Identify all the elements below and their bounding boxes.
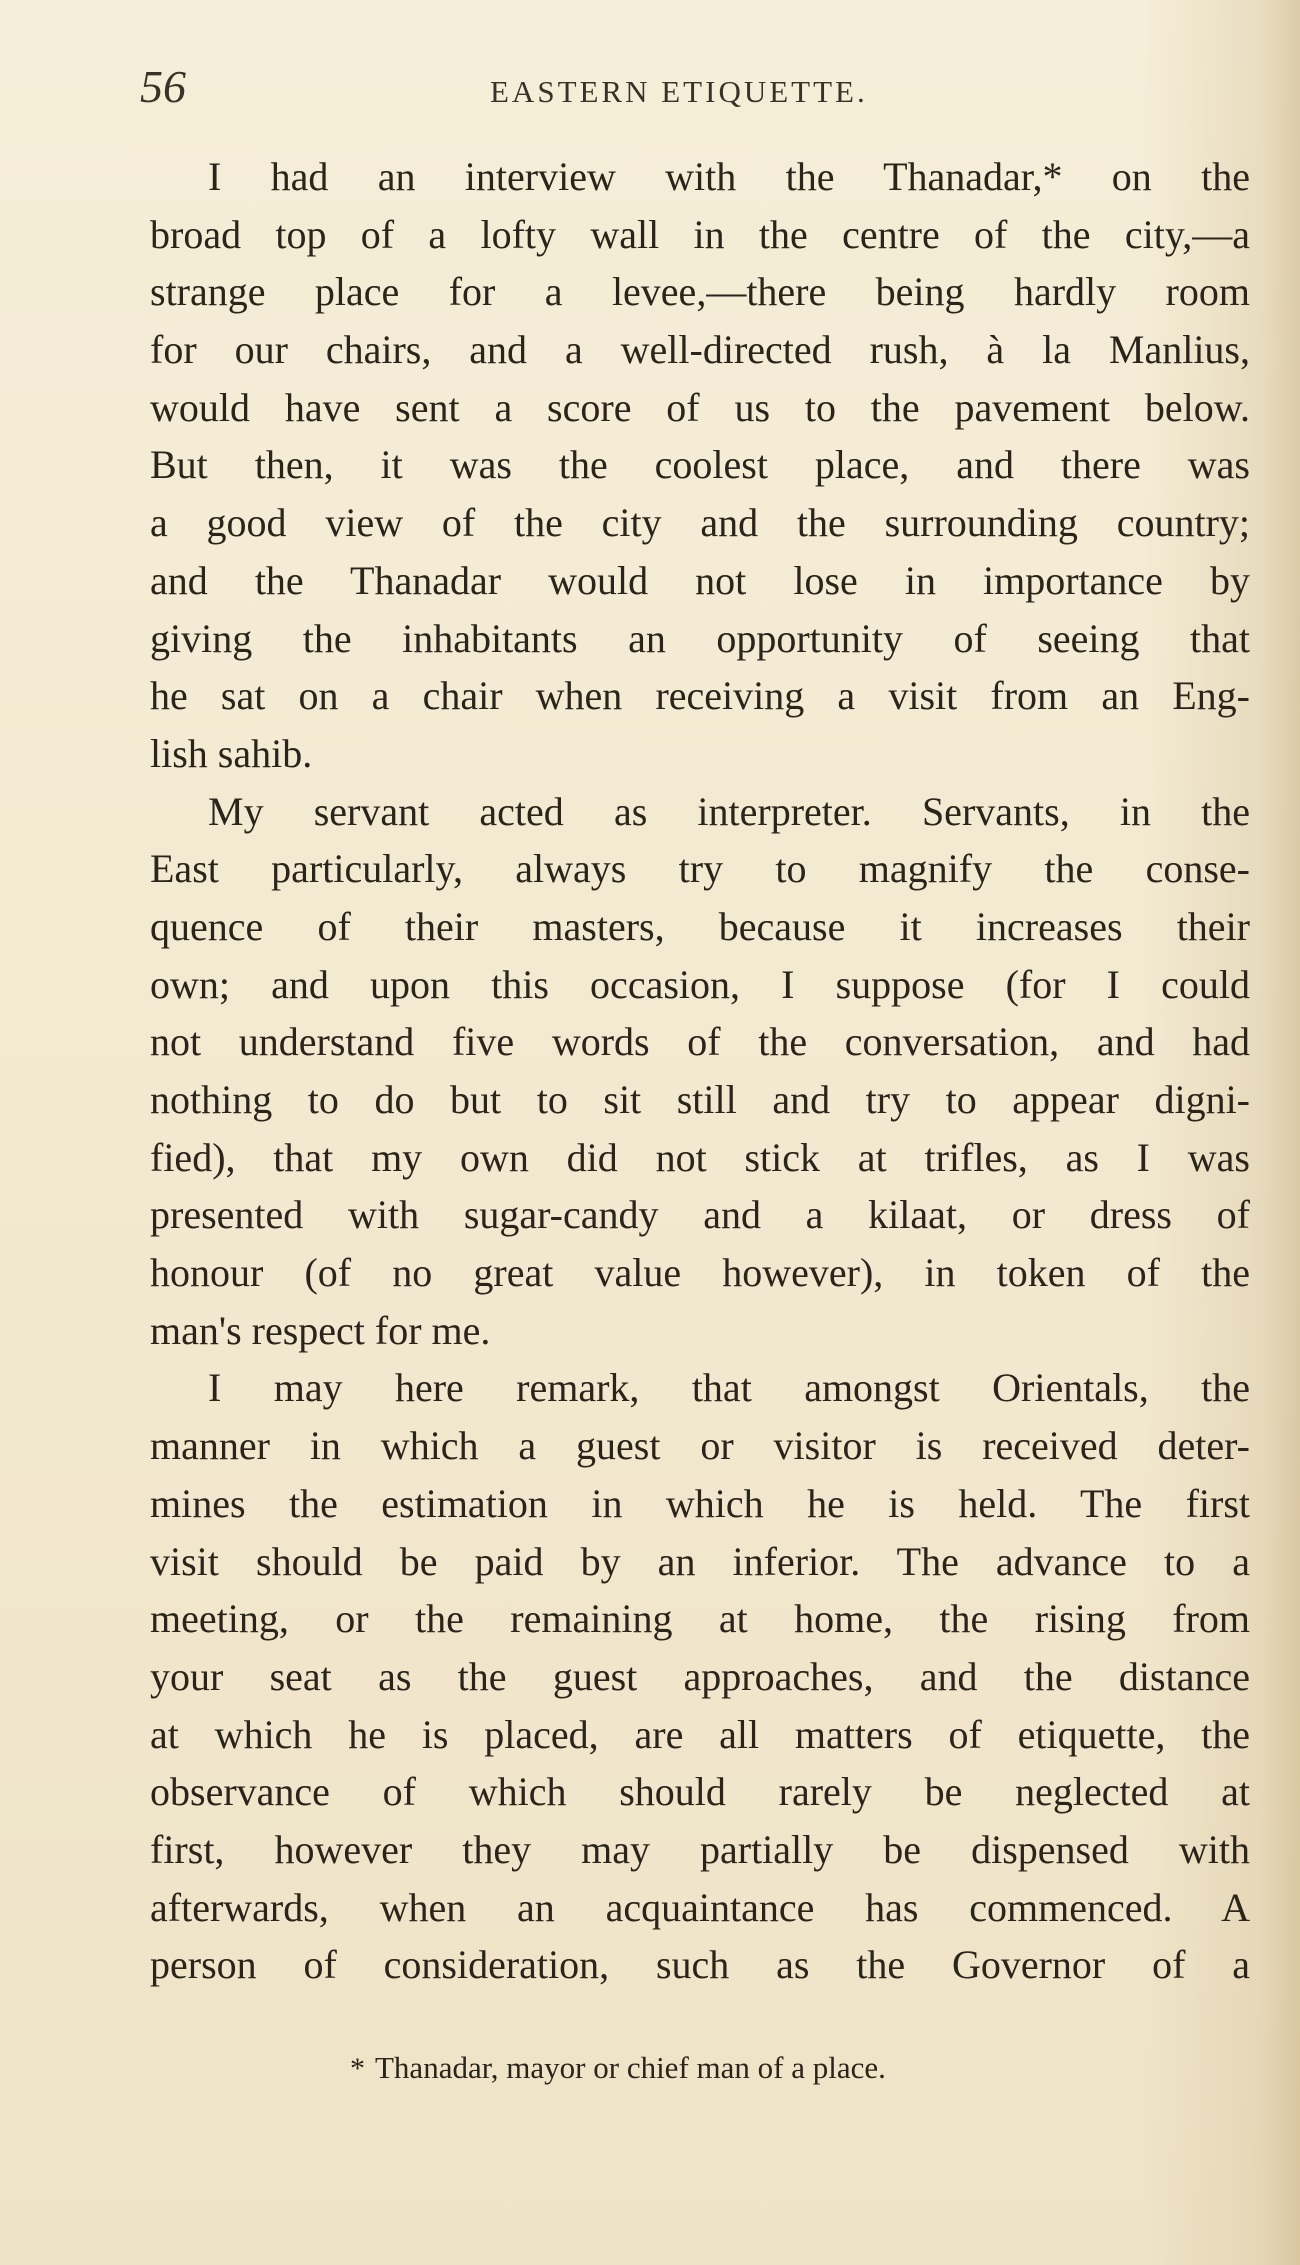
- text-line: at which he is placed, are all matters of etiquette, the: [150, 1711, 1250, 1757]
- text-line: afterwards, when an acquaintance has commenced. A: [150, 1884, 1250, 1930]
- text-line: nothing to do but to sit still and try to appear digni-: [150, 1077, 1250, 1122]
- text-line: man's respect for me.: [150, 1307, 491, 1353]
- running-title: EASTERN ETIQUETTE.: [490, 74, 868, 109]
- text-line: I had an interview with the Thanadar,* on the: [208, 154, 1250, 199]
- text-line: first, however they may partially be dispensed with: [150, 1826, 1250, 1872]
- text-line: quence of their masters, because it increases their: [150, 903, 1250, 949]
- text-line: and the Thanadar would not lose in importance by: [150, 557, 1250, 603]
- text-line: he sat on a chair when receiving a visit from an Eng-: [150, 673, 1250, 719]
- text-line: mines the estimation in which he is held. The first: [150, 1480, 1250, 1526]
- text-line: I may here remark, that amongst Orientals, the: [208, 1365, 1250, 1411]
- footnote-mark: *: [350, 2052, 365, 2085]
- text-line: for our chairs, and a well-directed rush, à la Manlius,: [150, 327, 1250, 373]
- text-line: My servant acted as interpreter. Servants, in the: [208, 788, 1250, 834]
- text-line: broad top of a lofty wall in the centre of the city,—a: [150, 211, 1250, 257]
- page-number: 56: [140, 61, 186, 112]
- body-text: [150, 148, 1250, 1994]
- text-line: lish sahib.: [150, 730, 313, 776]
- paragraph: [150, 148, 1250, 783]
- running-head: [140, 60, 1250, 120]
- text-line: own; and upon this occasion, I suppose (for I could: [150, 961, 1250, 1007]
- text-line: would have sent a score of us to the pavement below.: [150, 384, 1250, 430]
- paragraph: [150, 1359, 1250, 1994]
- footnote-text: Thanadar, mayor or chief man of a place.: [375, 2050, 886, 2085]
- text-line: But then, it was the coolest place, and there was: [150, 442, 1250, 488]
- text-line: visit should be paid by an inferior. The advance to a: [150, 1538, 1250, 1584]
- text-line: manner in which a guest or visitor is received deter-: [150, 1423, 1250, 1469]
- footnote: [350, 2050, 886, 2086]
- text-line: a good view of the city and the surrounding country;: [150, 500, 1250, 546]
- text-line: strange place for a levee,—there being hardly room: [150, 269, 1250, 315]
- text-line: honour (of no great value however), in token of the: [150, 1250, 1250, 1296]
- text-line: giving the inhabitants an opportunity of seeing that: [150, 615, 1250, 661]
- paragraph: [150, 783, 1250, 1360]
- text-line: observance of which should rarely be neglected at: [150, 1769, 1250, 1815]
- text-line: meeting, or the remaining at home, the rising from: [150, 1596, 1250, 1642]
- text-line: fied), that my own did not stick at trifles, as I was: [150, 1134, 1250, 1180]
- text-line: not understand five words of the conversation, and had: [150, 1019, 1250, 1065]
- text-line: your seat as the guest approaches, and the distance: [150, 1653, 1250, 1699]
- text-line: person of consideration, such as the Governor of a: [150, 1942, 1250, 1988]
- text-line: East particularly, always try to magnify the conse-: [150, 846, 1250, 892]
- text-line: presented with sugar-candy and a kilaat, or dress of: [150, 1192, 1250, 1238]
